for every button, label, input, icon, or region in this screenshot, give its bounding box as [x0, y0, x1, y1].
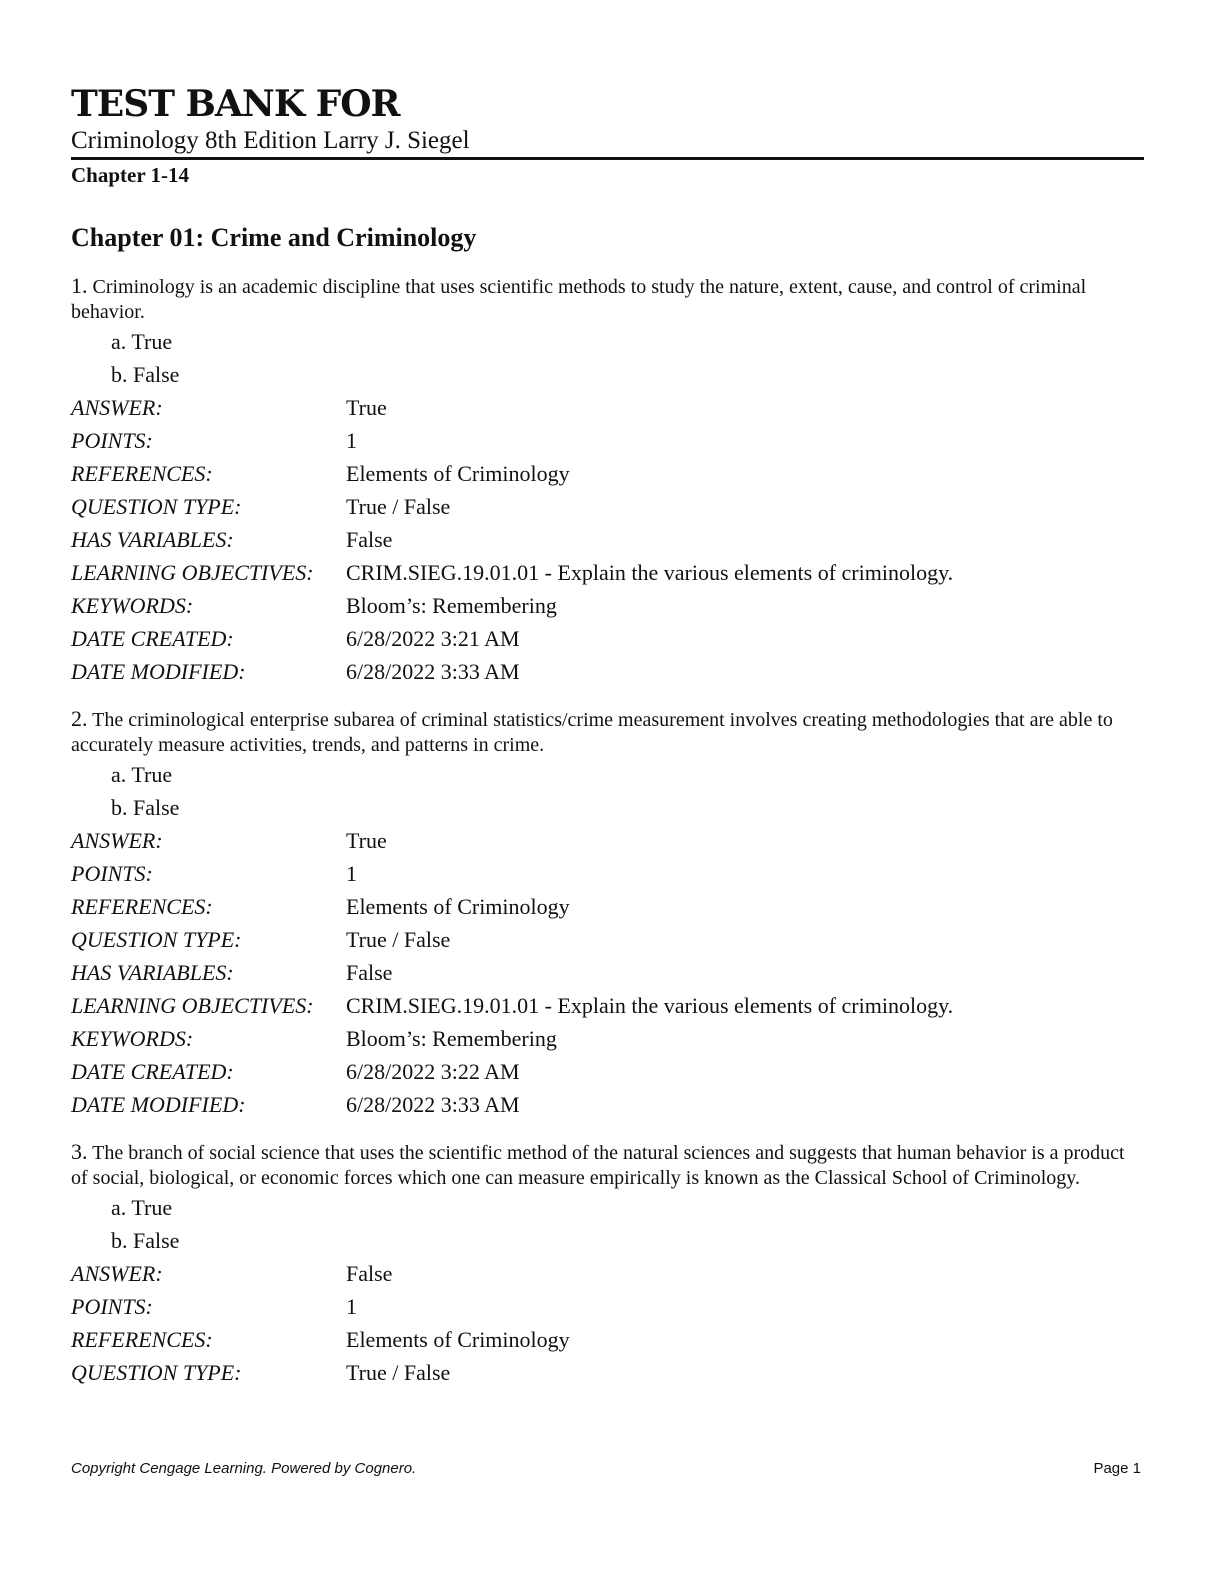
title-divider	[71, 157, 1144, 160]
meta-question-type	[71, 490, 1144, 523]
meta-value: 1	[346, 861, 357, 886]
meta-label: REFERENCES:	[71, 461, 213, 486]
question-text	[71, 706, 1144, 758]
question-2	[71, 706, 1144, 1121]
meta-learning-objectives	[71, 989, 1144, 1022]
answer-options	[71, 325, 1144, 391]
meta-points	[71, 1290, 1144, 1323]
meta-value: True / False	[346, 927, 451, 952]
meta-label: QUESTION TYPE:	[71, 927, 242, 952]
meta-value: 6/28/2022 3:33 AM	[346, 1092, 520, 1117]
meta-label: POINTS:	[71, 861, 153, 886]
question-body: The criminological enterprise subarea of criminal statistics/crime measurement involves creating methodologies that are able to accurately measure activities, trends, and patterns in crime.	[71, 709, 1113, 756]
meta-value: 6/28/2022 3:22 AM	[346, 1059, 520, 1084]
meta-question-type	[71, 1356, 1144, 1389]
meta-label: REFERENCES:	[71, 894, 213, 919]
meta-value: Bloom’s: Remembering	[346, 1026, 557, 1051]
option-false: b. False	[111, 362, 180, 387]
option-false: b. False	[111, 795, 180, 820]
meta-answer	[71, 391, 1144, 424]
chapter-range: Chapter 1-14	[71, 163, 190, 187]
meta-value: True / False	[346, 494, 451, 519]
question-1	[71, 273, 1144, 688]
question-body: Criminology is an academic discipline that uses scientific methods to study the nature, extent, cause, and control of criminal behavior.	[71, 276, 1087, 323]
meta-label: DATE MODIFIED:	[71, 1092, 246, 1117]
meta-answer	[71, 1257, 1144, 1290]
meta-value: False	[346, 960, 393, 985]
meta-value: True	[346, 395, 387, 420]
document-page	[71, 84, 1144, 1389]
meta-label: HAS VARIABLES:	[71, 960, 234, 985]
meta-label: LEARNING OBJECTIVES:	[71, 993, 314, 1018]
question-number: 1.	[71, 273, 88, 298]
document-subtitle: Criminology 8th Edition Larry J. Siegel	[71, 127, 470, 154]
meta-label: QUESTION TYPE:	[71, 494, 242, 519]
meta-label: POINTS:	[71, 1294, 153, 1319]
meta-label: DATE CREATED:	[71, 1059, 234, 1084]
answer-options	[71, 758, 1144, 824]
meta-date-modified	[71, 1088, 1144, 1121]
meta-answer	[71, 824, 1144, 857]
meta-value: False	[346, 1261, 393, 1286]
meta-references	[71, 890, 1144, 923]
option-true: a. True	[111, 762, 173, 787]
meta-label: POINTS:	[71, 428, 153, 453]
page-number: Page 1	[1093, 1460, 1141, 1477]
question-body: The branch of social science that uses the scientific method of the natural sciences and suggests that human behavior is a product of social, biological, or economic forces which one can measure empirically is known as the Classical School of Criminology.	[71, 1142, 1125, 1189]
meta-value: Elements of Criminology	[346, 1327, 570, 1352]
meta-points	[71, 424, 1144, 457]
meta-label: LEARNING OBJECTIVES:	[71, 560, 314, 585]
meta-label: ANSWER:	[71, 395, 163, 420]
option-true: a. True	[111, 329, 173, 354]
meta-keywords	[71, 589, 1144, 622]
copyright-text: Copyright Cengage Learning. Powered by Cognero.	[71, 1460, 417, 1477]
document-title: TEST BANK FOR	[71, 83, 400, 125]
meta-value: 1	[346, 428, 357, 453]
meta-keywords	[71, 1022, 1144, 1055]
meta-has-variables	[71, 956, 1144, 989]
meta-label: KEYWORDS:	[71, 593, 194, 618]
meta-value: 6/28/2022 3:33 AM	[346, 659, 520, 684]
answer-options	[71, 1191, 1144, 1257]
question-text	[71, 1139, 1144, 1191]
meta-references	[71, 1323, 1144, 1356]
meta-value: True / False	[346, 1360, 451, 1385]
meta-value: 1	[346, 1294, 357, 1319]
meta-value: Bloom’s: Remembering	[346, 593, 557, 618]
meta-references	[71, 457, 1144, 490]
meta-value: 6/28/2022 3:21 AM	[346, 626, 520, 651]
meta-label: HAS VARIABLES:	[71, 527, 234, 552]
question-number: 2.	[71, 706, 88, 731]
question-text	[71, 273, 1144, 325]
question-3	[71, 1139, 1144, 1389]
meta-date-modified	[71, 655, 1144, 688]
meta-label: KEYWORDS:	[71, 1026, 194, 1051]
meta-question-type	[71, 923, 1144, 956]
meta-label: REFERENCES:	[71, 1327, 213, 1352]
meta-value: CRIM.SIEG.19.01.01 - Explain the various elements of criminology.	[346, 560, 954, 585]
meta-points	[71, 857, 1144, 890]
chapter-heading: Chapter 01: Crime and Criminology	[71, 223, 477, 252]
meta-label: ANSWER:	[71, 1261, 163, 1286]
meta-label: ANSWER:	[71, 828, 163, 853]
meta-date-created	[71, 622, 1144, 655]
meta-date-created	[71, 1055, 1144, 1088]
meta-label: QUESTION TYPE:	[71, 1360, 242, 1385]
page-footer	[71, 1460, 1141, 1477]
meta-value: True	[346, 828, 387, 853]
question-number: 3.	[71, 1139, 88, 1164]
meta-has-variables	[71, 523, 1144, 556]
meta-value: False	[346, 527, 393, 552]
meta-label: DATE CREATED:	[71, 626, 234, 651]
option-true: a. True	[111, 1195, 173, 1220]
meta-learning-objectives	[71, 556, 1144, 589]
meta-value: Elements of Criminology	[346, 894, 570, 919]
meta-label: DATE MODIFIED:	[71, 659, 246, 684]
meta-value: CRIM.SIEG.19.01.01 - Explain the various elements of criminology.	[346, 993, 954, 1018]
meta-value: Elements of Criminology	[346, 461, 570, 486]
option-false: b. False	[111, 1228, 180, 1253]
